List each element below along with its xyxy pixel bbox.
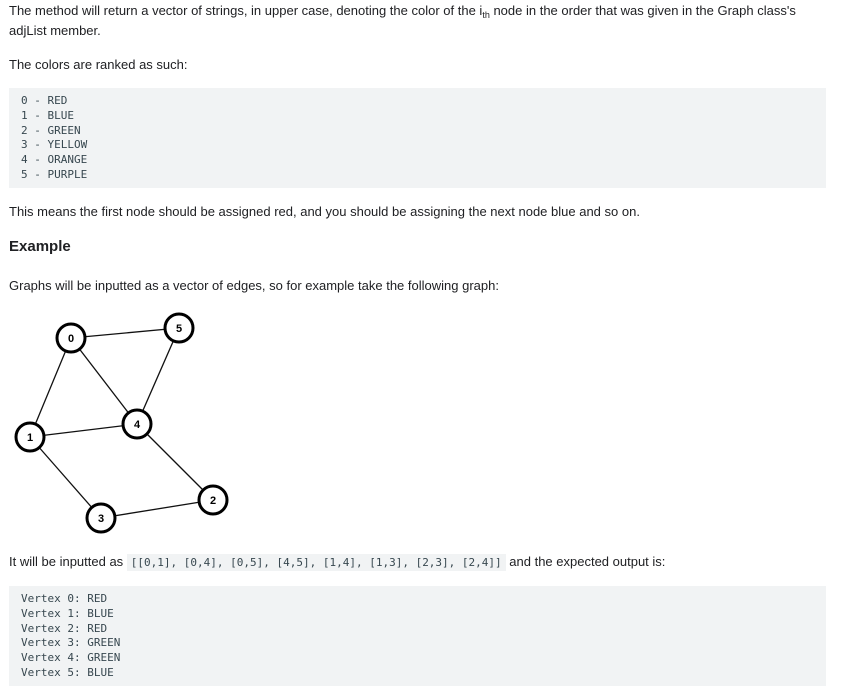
intro-text-start: The method will return a vector of strings, in upper case, denoting the color of the i	[9, 3, 483, 18]
input-line	[9, 552, 665, 573]
assignment-note: This means the first node should be assigned red, and you should be assigning the next node blue and so on.	[9, 204, 640, 219]
color-rank-line: 2 - GREEN	[21, 123, 81, 137]
output-line: Vertex 5: BLUE	[21, 665, 114, 679]
graph-node-label: 5	[175, 323, 183, 335]
graph-intro: Graphs will be inputted as a vector of edges, so for example take the following graph:	[9, 278, 499, 293]
color-rank-line: 1 - BLUE	[21, 108, 74, 122]
example-graph-diagram	[9, 300, 249, 540]
output-line: Vertex 3: GREEN	[21, 636, 121, 650]
intro-subscript: th	[482, 10, 490, 20]
output-line: Vertex 1: BLUE	[21, 606, 114, 620]
graph-edge	[101, 500, 213, 518]
color-ranks-code-block	[9, 88, 826, 188]
input-line-after: and the expected output is:	[505, 554, 666, 569]
output-line: Vertex 2: RED	[21, 621, 108, 635]
graph-node-label: 0	[67, 333, 75, 345]
intro-text-end: node in the order that was given in the Graph class's adjList member.	[9, 3, 796, 38]
color-rank-line: 3 - YELLOW	[21, 138, 88, 152]
edges-inline-code: [[0,1], [0,4], [0,5], [4,5], [1,4], [1,3], [2,3], [2,4]]	[127, 554, 506, 571]
graph-edge	[30, 424, 137, 437]
color-rank-line: 4 - ORANGE	[21, 153, 88, 167]
example-heading: Example	[9, 238, 71, 255]
color-rank-line: 5 - PURPLE	[21, 167, 88, 181]
graph-node-label: 3	[97, 513, 105, 525]
graph-node-label: 1	[26, 432, 34, 444]
output-line: Vertex 0: RED	[21, 592, 108, 605]
graph-edge	[71, 328, 179, 338]
graph-edge	[71, 338, 137, 424]
expected-output-code-block	[9, 586, 826, 686]
graph-edge	[137, 424, 213, 500]
graph-node-label: 4	[133, 419, 141, 431]
output-line: Vertex 4: GREEN	[21, 651, 121, 665]
input-line-before: It will be inputted as	[9, 554, 127, 569]
color-rank-line: 0 - RED	[21, 94, 68, 107]
intro-paragraph	[9, 1, 827, 41]
graph-node-label: 2	[209, 495, 217, 507]
colors-intro: The colors are ranked as such:	[9, 57, 188, 72]
graph-edge	[30, 437, 101, 518]
graph-edge	[30, 338, 71, 437]
graph-edge	[137, 328, 179, 424]
